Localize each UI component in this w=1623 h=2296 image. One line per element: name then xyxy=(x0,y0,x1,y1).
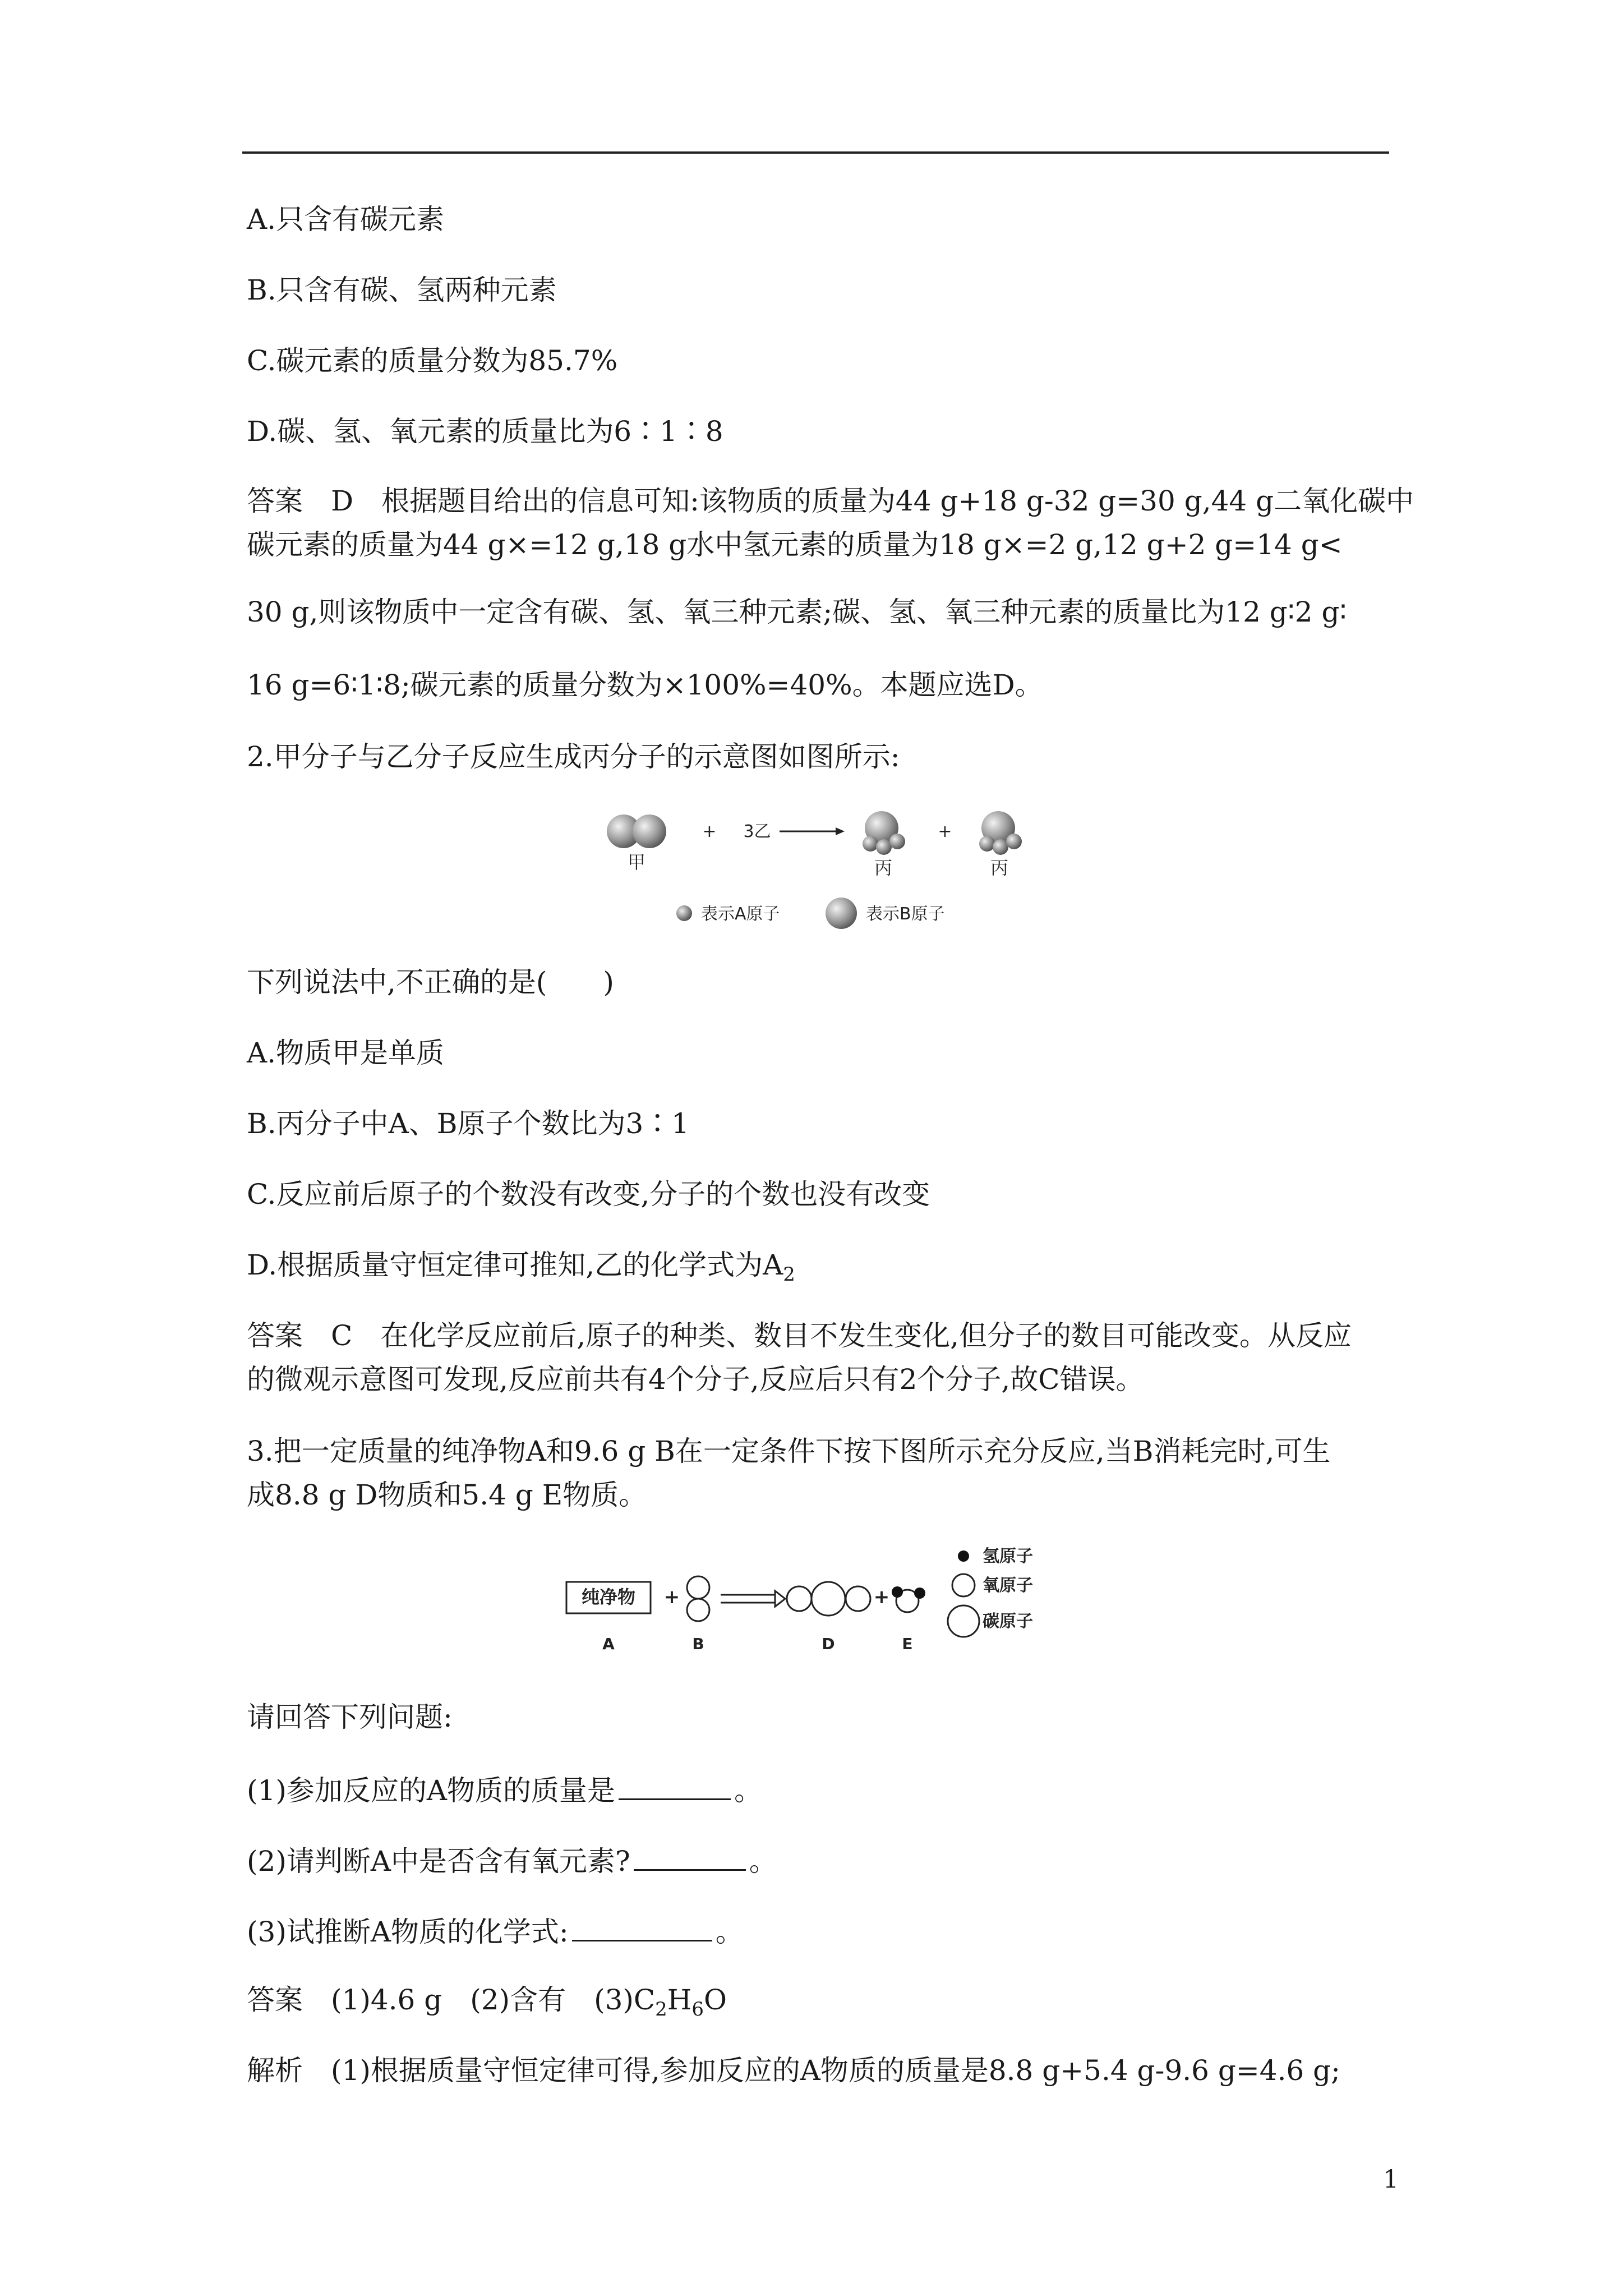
legend-hydrogen-icon xyxy=(958,1550,969,1562)
q1-option-c: C.碳元素的质量分数为85.7% xyxy=(247,344,618,377)
q3-answer-sub-6: 6 xyxy=(691,1998,704,2021)
q3-answer xyxy=(247,1982,727,2027)
q1-answer-line-4: 16 g=6∶1∶8;碳元素的质量分数为×100%=40%。本题应选D。 xyxy=(247,669,1043,701)
legend-carbon-icon xyxy=(948,1605,979,1637)
legend-b-text: 表示B原子 xyxy=(866,904,945,924)
header-rule xyxy=(242,151,1389,154)
q1-answer-line-1: 答案 D 根据题目给出的信息可知:该物质的质量为44 g+18 g-32 g=30 g,44 g二氧化碳中 xyxy=(247,485,1414,517)
q3-analysis: 解析 (1)根据质量守恒定律可得,参加反应的A物质的质量是8.8 g+5.4 g-9.6 g=4.6 g; xyxy=(247,2054,1341,2087)
answer-blank-1[interactable] xyxy=(619,1770,731,1800)
q2-answer-line-2: 的微观示意图可发现,反应前共有4个分子,反应后只有2个分子,故C错误。 xyxy=(247,1363,1144,1396)
q3-sub-question-2 xyxy=(247,1841,777,1879)
q3-sub-question-3 xyxy=(247,1912,744,1949)
q2-option-a: A.物质甲是单质 xyxy=(247,1037,445,1069)
q3-answer-sub-2: 2 xyxy=(655,1998,667,2021)
q3-stem-line-2: 成8.8 g D物质和5.4 g E物质。 xyxy=(247,1479,647,1511)
reaction-arrow xyxy=(780,827,845,835)
label-bing-1: 丙 xyxy=(874,857,893,878)
q3-answer-text: 答案 (1)4.6 g (2)含有 (3)C xyxy=(247,1984,656,2016)
q2-option-b: B.丙分子中A、B原子个数比为3∶1 xyxy=(247,1107,690,1140)
q3-sub1-text: (1)参加反应的A物质的质量是 xyxy=(247,1774,615,1807)
q3-sub1-end: 。 xyxy=(734,1774,762,1807)
q3-sub-question-1 xyxy=(247,1770,762,1808)
q3-answer-h: H xyxy=(667,1984,692,2016)
plus-d-e: + xyxy=(873,1586,890,1608)
label-a: A xyxy=(602,1635,615,1653)
molecule-e-water xyxy=(892,1586,925,1612)
q2-answer-line-1: 答案 C 在化学反应前后,原子的种类、数目不发生变化,但分子的数目可能改变。从反应 xyxy=(247,1319,1352,1352)
q3-sub2-text: (2)请判断A中是否含有氧元素? xyxy=(247,1845,630,1878)
q2-option-d-subscript: 2 xyxy=(783,1263,795,1286)
legend-oxygen-icon xyxy=(952,1574,975,1596)
q1-option-a: A.只含有碳元素 xyxy=(247,203,445,236)
q3-prompt: 请回答下列问题: xyxy=(247,1701,453,1733)
legend-carbon-text: 碳原子 xyxy=(983,1612,1033,1631)
q2-stem: 2.甲分子与乙分子反应生成丙分子的示意图如图所示: xyxy=(247,740,900,773)
q3-sub3-end: 。 xyxy=(715,1916,744,1948)
q1-answer-line-2: 碳元素的质量为44 g×=12 g,18 g水中氢元素的质量为18 g×=2 g,12 g+2 g=14 g< xyxy=(247,528,1343,561)
q3-sub3-text: (3)试推断A物质的化学式: xyxy=(247,1916,569,1948)
q2-option-d-text: D.根据质量守恒定律可推知,乙的化学式为A xyxy=(247,1249,783,1281)
q3-sub2-end: 。 xyxy=(749,1845,777,1878)
legend-hydrogen-text: 氢原子 xyxy=(983,1547,1033,1566)
page-number: 1 xyxy=(1383,2165,1399,2194)
q2-option-d xyxy=(247,1248,795,1292)
box-label: 纯净物 xyxy=(581,1586,636,1608)
molecule-bing-1 xyxy=(863,811,905,855)
q3-reaction-figure xyxy=(561,1543,1077,1677)
q3-answer-o: O xyxy=(704,1984,727,2016)
legend-a-text: 表示A原子 xyxy=(701,904,780,924)
label-jia: 甲 xyxy=(627,852,646,873)
q1-answer-line-3: 30 g,则该物质中一定含有碳、氢、氧三种元素;碳、氢、氧三种元素的质量比为12 g∶2 g∶ xyxy=(247,596,1347,628)
legend-a-atom-icon xyxy=(676,905,692,921)
q3-stem-line-1: 3.把一定质量的纯净物A和9.6 g B在一定条件下按下图所示充分反应,当B消耗完时,可生 xyxy=(247,1435,1331,1467)
answer-blank-3[interactable] xyxy=(572,1912,712,1941)
answer-blank-2[interactable] xyxy=(634,1841,746,1871)
reaction-double-arrow xyxy=(721,1591,785,1607)
label-e: E xyxy=(902,1635,913,1653)
q2-prompt: 下列说法中,不正确的是( ) xyxy=(247,966,614,999)
molecule-bing-2 xyxy=(979,811,1022,855)
label-d: D xyxy=(822,1635,835,1653)
plus-sign: + xyxy=(702,822,717,841)
plus-a-b: + xyxy=(663,1586,680,1608)
plus-sign-2: + xyxy=(938,822,952,841)
q1-option-b: B.只含有碳、氢两种元素 xyxy=(247,274,557,306)
reactant-yi: 3乙 xyxy=(743,822,771,841)
label-bing-2: 丙 xyxy=(990,857,1009,878)
q2-option-c: C.反应前后原子的个数没有改变,分子的个数也没有改变 xyxy=(247,1178,930,1211)
q2-reaction-figure xyxy=(594,797,1049,937)
label-b: B xyxy=(692,1635,704,1653)
q1-option-d: D.碳、氢、氧元素的质量比为6∶1∶8 xyxy=(247,415,723,448)
legend-b-atom-icon xyxy=(826,898,857,929)
legend-oxygen-text: 氧原子 xyxy=(983,1576,1033,1595)
molecule-jia xyxy=(607,815,666,848)
molecule-b-oxygen xyxy=(687,1576,709,1621)
molecule-d-carbon-dioxide xyxy=(787,1582,870,1616)
